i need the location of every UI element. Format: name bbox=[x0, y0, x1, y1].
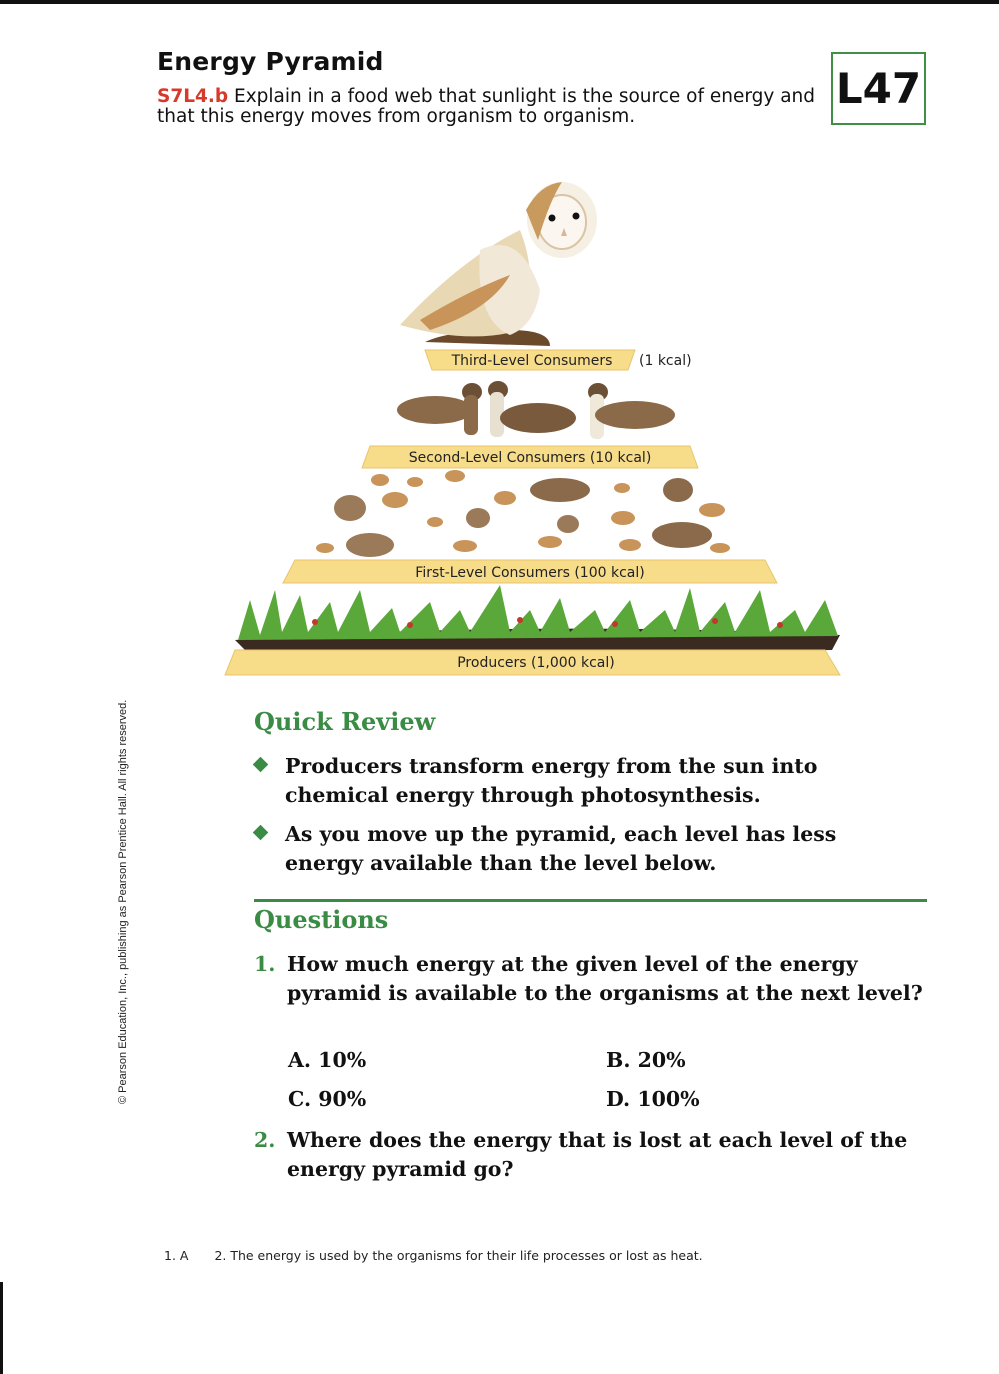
mice-illustration bbox=[316, 470, 730, 557]
question-text: Where does the energy that is lost at each level of the energy pyramid go? bbox=[287, 1128, 908, 1181]
label-producers: Producers (1,000 kcal) bbox=[457, 655, 615, 671]
label-third-level: Third-Level Consumers bbox=[451, 353, 613, 369]
quick-review-heading: Quick Review bbox=[254, 707, 436, 736]
review-bullet bbox=[255, 752, 895, 812]
standard-code: S7L4.b bbox=[157, 86, 229, 107]
answer-2: 2. The energy is used by the organisms for their life processes or lost as heat. bbox=[214, 1248, 703, 1263]
standard-statement bbox=[157, 87, 837, 127]
questions-heading: Questions bbox=[254, 905, 389, 934]
question-number: 2. bbox=[254, 1128, 276, 1152]
review-bullet-text: Producers transform energy from the sun into chemical energy through photosynthesis. bbox=[285, 754, 818, 807]
label-second-level: Second-Level Consumers (10 kcal) bbox=[408, 450, 652, 466]
copyright-notice: © Pearson Education, Inc., publishing as Pearson Prentice Hall. All rights reserved. bbox=[117, 699, 129, 1104]
grass-illustration bbox=[235, 585, 840, 652]
energy-third-level: (1 kcal) bbox=[639, 353, 692, 369]
choice-b: B. 20% bbox=[606, 1048, 686, 1072]
choice-d: D. 100% bbox=[606, 1087, 700, 1111]
weasels-illustration bbox=[397, 381, 675, 439]
question-2 bbox=[254, 1126, 934, 1186]
lesson-badge: L47 bbox=[831, 52, 926, 125]
energy-pyramid-diagram bbox=[220, 170, 860, 690]
diamond-bullet-icon bbox=[253, 825, 269, 841]
page-title: Energy Pyramid bbox=[157, 47, 384, 76]
question-number: 1. bbox=[254, 952, 276, 976]
choice-a: A. 10% bbox=[288, 1048, 367, 1072]
diamond-bullet-icon bbox=[253, 757, 269, 773]
review-bullet-text: As you move up the pyramid, each level has less energy available than the level below. bbox=[285, 822, 837, 875]
question-text: How much energy at the given level of the energy pyramid is available to the organisms at the next level? bbox=[287, 952, 923, 1005]
owl-illustration bbox=[400, 182, 597, 346]
answer-1: 1. A bbox=[164, 1248, 189, 1263]
review-bullet bbox=[255, 820, 895, 880]
section-divider bbox=[254, 899, 927, 902]
answer-key bbox=[164, 1248, 725, 1263]
scan-border-left bbox=[0, 1282, 3, 1374]
standard-text: Explain in a food web that sunlight is the source of energy and that this energy moves from organism to organism. bbox=[157, 86, 816, 127]
choice-c: C. 90% bbox=[288, 1087, 367, 1111]
label-first-level: First-Level Consumers (100 kcal) bbox=[415, 565, 645, 581]
question-1 bbox=[254, 950, 934, 1040]
scan-border-top bbox=[0, 0, 999, 4]
